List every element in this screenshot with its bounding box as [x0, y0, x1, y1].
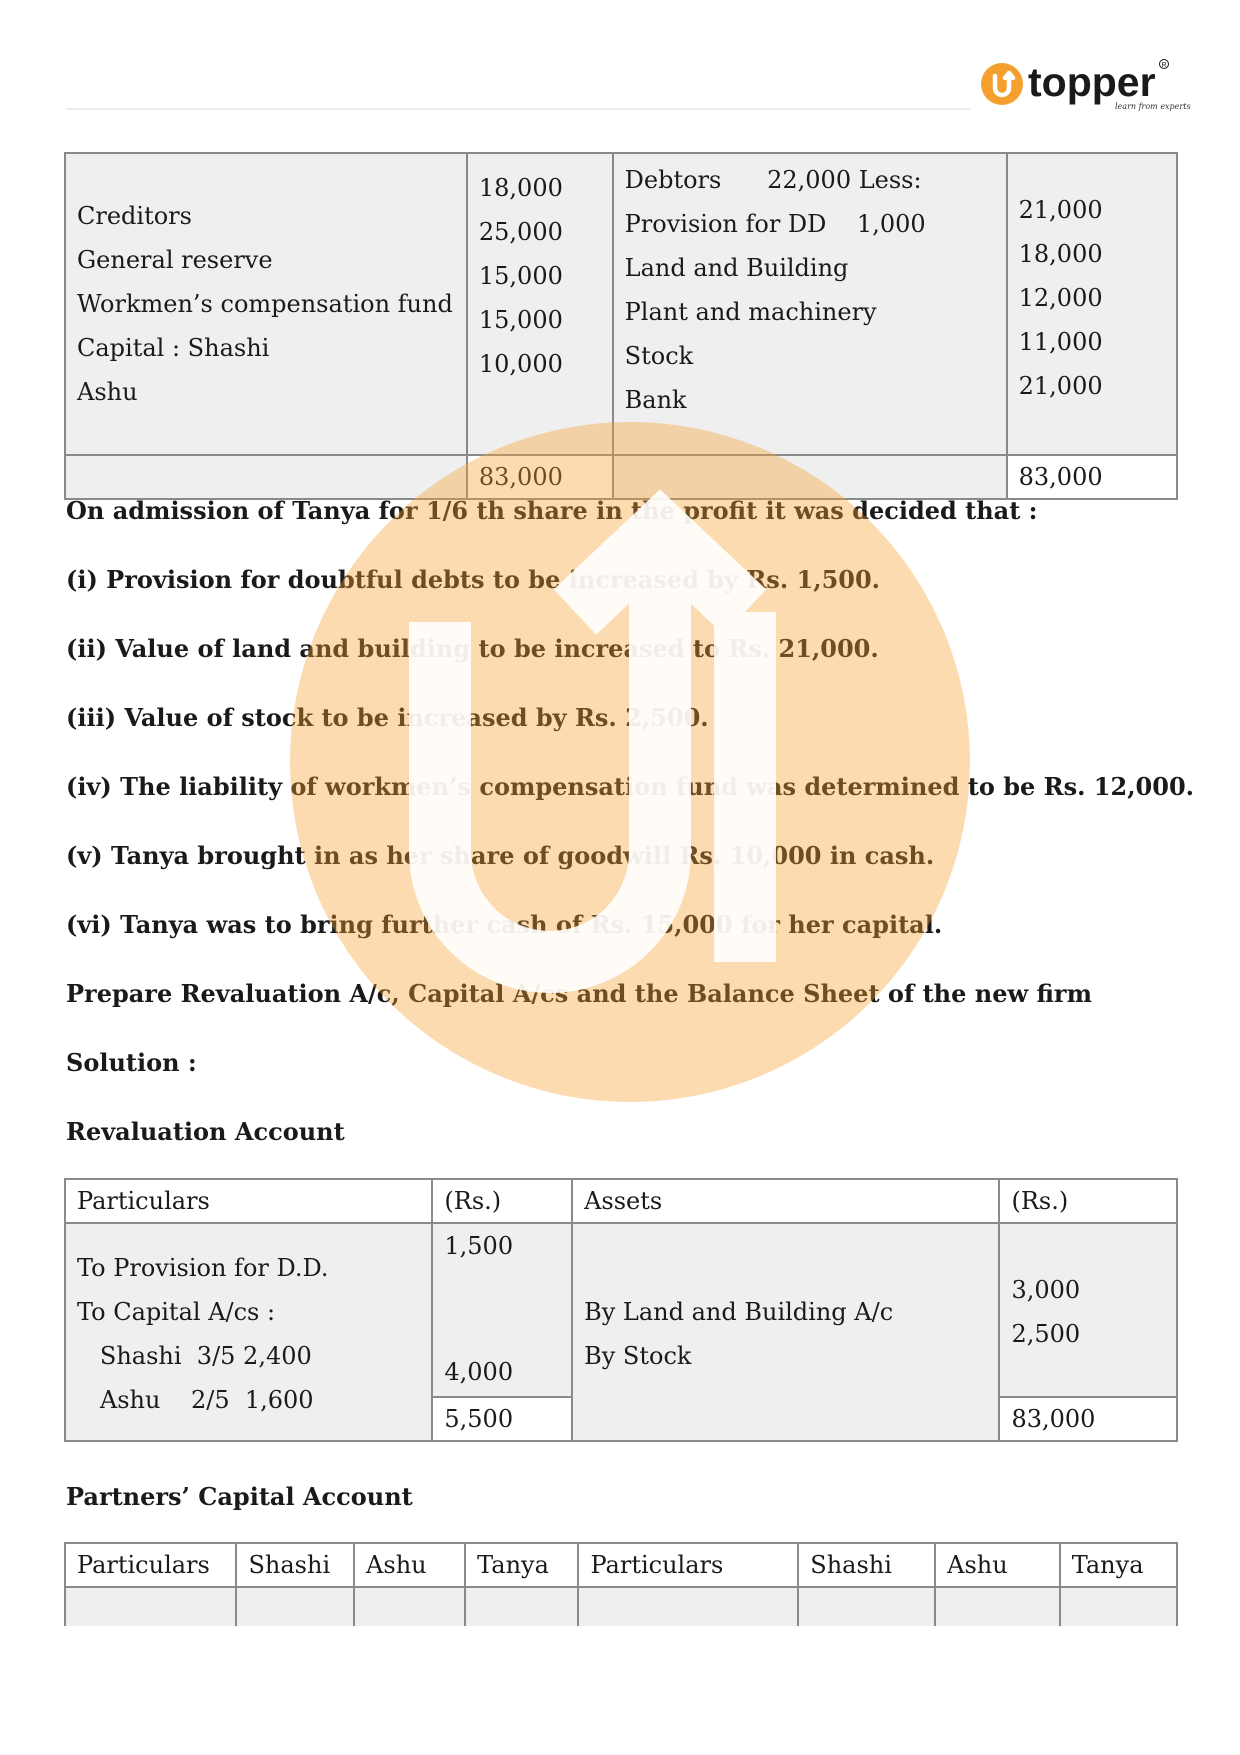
asset-amount: 12,000	[1018, 284, 1103, 312]
question-point: (iv) The liability of workmen’s compensation fund was determined to be Rs. 12,000.	[66, 772, 1195, 801]
debit-line: Ashu 2/5 1,600	[77, 1386, 314, 1414]
column-header: Shashi	[236, 1543, 354, 1587]
debit-line: To Provision for D.D.	[77, 1254, 329, 1282]
revaluation-title: Revaluation Account	[66, 1117, 345, 1146]
column-header: Tanya	[1060, 1543, 1177, 1587]
svg-text:R: R	[1161, 62, 1167, 69]
debit-total: 5,500	[432, 1397, 572, 1441]
column-header: (Rs.)	[999, 1179, 1177, 1223]
liability-label: General reserve	[77, 246, 273, 274]
asset-amount: 21,000	[1018, 372, 1103, 400]
asset-amount: 21,000	[1018, 196, 1103, 224]
liability-amount: 10,000	[478, 350, 563, 378]
asset-label: Plant and machinery	[624, 298, 877, 326]
column-header: Particulars	[578, 1543, 798, 1587]
liability-label: Workmen’s compensation fund	[77, 290, 453, 318]
question-point: (vi) Tanya was to bring further cash of Rs. 15,000 for her capital.	[66, 910, 943, 939]
debit-line: Shashi 3/5 2,400	[77, 1342, 312, 1370]
liability-label: Capital : Shashi	[77, 334, 270, 362]
liability-amount: 18,000	[478, 174, 563, 202]
balance-sheet-table	[64, 152, 1178, 500]
assets-total: 83,000	[1007, 455, 1177, 499]
credit-total: 83,000	[999, 1397, 1177, 1441]
question-point: (v) Tanya brought in as her share of goodwill Rs. 10,000 in cash.	[66, 841, 935, 870]
solution-label: Solution :	[66, 1048, 197, 1077]
debit-amount: 4,000	[444, 1358, 514, 1386]
capital-account-title: Partners’ Capital Account	[66, 1482, 413, 1511]
topper-logo	[980, 54, 1191, 118]
header-rule	[66, 108, 970, 110]
asset-label: Bank	[624, 386, 687, 414]
watermark-arrow-icon	[440, 532, 745, 962]
asset-label: Debtors 22,000 Less:	[624, 166, 922, 194]
asset-label: Stock	[624, 342, 694, 370]
question-intro: On admission of Tanya for 1/6 th share in the profit it was decided that :	[66, 496, 1038, 525]
column-header: Particulars	[65, 1179, 432, 1223]
column-header: Assets	[572, 1179, 999, 1223]
liability-label: Creditors	[77, 202, 192, 230]
revaluation-table	[64, 1178, 1178, 1442]
liability-amount: 25,000	[478, 218, 563, 246]
credit-amount: 2,500	[1011, 1320, 1081, 1348]
asset-amount: 18,000	[1018, 240, 1103, 268]
liability-label: Ashu	[77, 378, 138, 406]
asset-amount: 11,000	[1018, 328, 1103, 356]
question-point: (i) Provision for doubtful debts to be increased by Rs. 1,500.	[66, 565, 881, 594]
debit-amount: 1,500	[444, 1232, 514, 1260]
question-task: Prepare Revaluation A/c, Capital A/cs and the Balance Sheet of the new firm	[66, 979, 1092, 1008]
asset-label: Land and Building	[624, 254, 849, 282]
logo-tagline: learn from experts	[1115, 102, 1191, 111]
question-point: (ii) Value of land and building to be increased to Rs. 21,000.	[66, 634, 879, 663]
logo-badge-icon	[981, 63, 1023, 105]
column-header: Shashi	[798, 1543, 935, 1587]
column-header: Ashu	[935, 1543, 1060, 1587]
column-header: Ashu	[354, 1543, 465, 1587]
column-header: (Rs.)	[432, 1179, 572, 1223]
liabilities-total: 83,000	[467, 455, 613, 499]
capital-account-table	[64, 1542, 1178, 1626]
column-header: Particulars	[65, 1543, 236, 1587]
question-point: (iii) Value of stock to be increased by Rs. 2,500.	[66, 703, 709, 732]
credit-amount: 3,000	[1011, 1276, 1081, 1304]
liability-amount: 15,000	[478, 262, 563, 290]
logo-wordmark: topper	[1028, 59, 1156, 105]
credit-line: By Stock	[584, 1342, 692, 1370]
credit-line: By Land and Building A/c	[584, 1298, 894, 1326]
column-header: Tanya	[465, 1543, 578, 1587]
debit-line: To Capital A/cs :	[77, 1298, 276, 1326]
asset-label: Provision for DD 1,000	[624, 210, 926, 238]
liability-amount: 15,000	[478, 306, 563, 334]
